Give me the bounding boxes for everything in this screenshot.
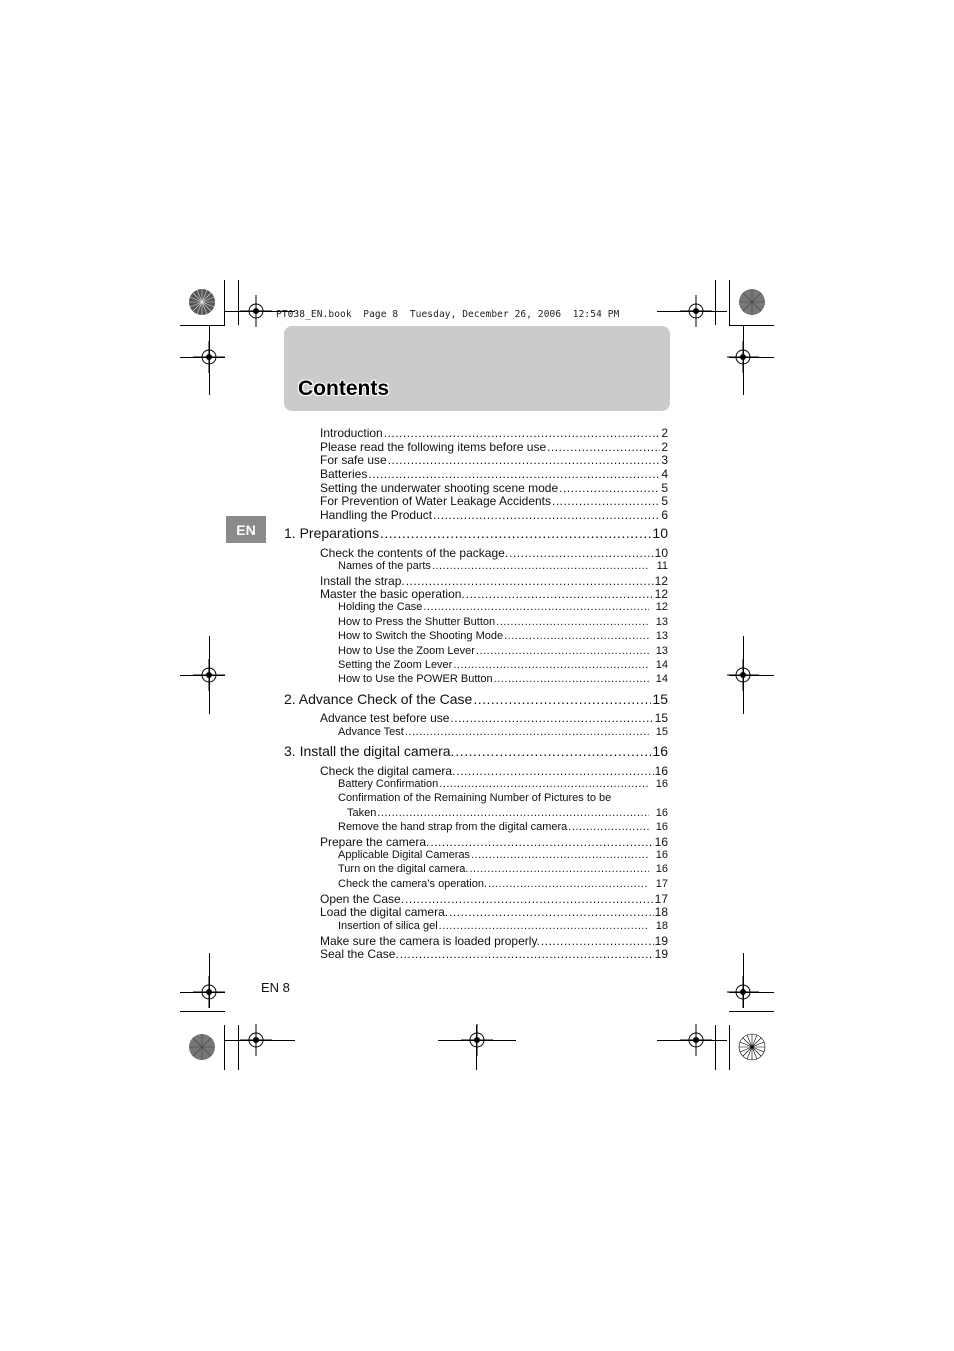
crop-mark bbox=[238, 1025, 239, 1070]
toc-entry[interactable]: Setting the underwater shooting scene mode ..... 5 bbox=[320, 481, 668, 495]
crop-mark bbox=[238, 280, 239, 325]
toc-entry[interactable]: For safe use ..... 3 bbox=[320, 453, 668, 467]
toc-entry[interactable]: Prepare the camera. ..... 16 bbox=[320, 835, 668, 849]
crop-mark bbox=[180, 1011, 225, 1012]
crop-mark bbox=[715, 280, 716, 325]
toc-subentry[interactable]: Setting the Zoom Lever ..... 14 bbox=[338, 658, 668, 672]
crop-mark bbox=[729, 992, 774, 993]
crop-mark bbox=[224, 280, 225, 325]
crop-mark bbox=[209, 636, 210, 714]
crop-mark bbox=[180, 992, 225, 993]
toc-entry[interactable]: Check the digital camera. ..... 16 bbox=[320, 764, 668, 778]
toc-entry[interactable]: For Prevention of Water Leakage Accidents ..... 5 bbox=[320, 494, 668, 508]
title-banner bbox=[284, 326, 670, 411]
toc-subentry[interactable]: Names of the parts ..... 11 bbox=[338, 559, 668, 573]
color-target-icon bbox=[738, 288, 766, 316]
crop-mark bbox=[729, 675, 774, 676]
crop-mark bbox=[729, 1011, 774, 1012]
toc-subentry-text[interactable]: Confirmation of the Remaining Number of Pictures to be bbox=[338, 792, 612, 804]
crop-mark bbox=[729, 280, 730, 325]
toc-subentry[interactable]: Applicable Digital Cameras ..... 16 bbox=[338, 848, 668, 862]
toc-subentry[interactable]: Advance Test ..... 15 bbox=[338, 725, 668, 739]
toc-subentry[interactable]: Holding the Case ..... 12 bbox=[338, 600, 668, 614]
toc-entry[interactable]: Make sure the camera is loaded properly. ..... 19 bbox=[320, 934, 668, 948]
toc-chapter[interactable]: 1. Preparations ..... 10 bbox=[284, 525, 668, 541]
toc-entry[interactable]: Load the digital camera. ..... 18 bbox=[320, 905, 668, 919]
toc-subentry[interactable]: Insertion of silica gel ..... 18 bbox=[338, 919, 668, 933]
toc-subentry[interactable]: How to Use the POWER Button ..... 14 bbox=[338, 672, 668, 686]
crop-mark bbox=[209, 325, 210, 395]
crop-mark bbox=[729, 1025, 730, 1070]
toc-subentry[interactable]: Check the camera’s operation. ..... 17 bbox=[338, 877, 668, 891]
crop-mark bbox=[224, 1025, 225, 1070]
language-tab: EN bbox=[226, 516, 266, 543]
toc-entry[interactable]: Please read the following items before use ..... 2 bbox=[320, 440, 668, 454]
page-title: Contents bbox=[298, 377, 389, 400]
crop-mark bbox=[743, 636, 744, 714]
toc-entry[interactable]: Master the basic operation. ..... 12 bbox=[320, 587, 668, 601]
toc-subentry[interactable]: Battery Confirmation ..... 16 bbox=[338, 777, 668, 791]
crop-mark bbox=[438, 1040, 516, 1041]
print-header: PT038_EN.book Page 8 Tuesday, December 26, 2006 12:54 PM bbox=[276, 309, 620, 320]
toc-subentry[interactable]: How to Use the Zoom Lever ..... 13 bbox=[338, 644, 668, 658]
crop-mark bbox=[180, 325, 225, 326]
crop-mark bbox=[209, 953, 210, 1008]
toc-entry[interactable]: Open the Case. ..... 17 bbox=[320, 892, 668, 906]
toc-subentry[interactable]: Turn on the digital camera. ..... 16 bbox=[338, 862, 668, 876]
crop-mark bbox=[180, 357, 225, 358]
toc-entry[interactable]: Install the strap. ..... 12 bbox=[320, 574, 668, 588]
toc-entry[interactable]: Advance test before use ..... 15 bbox=[320, 711, 668, 725]
crop-mark bbox=[729, 325, 774, 326]
toc-entry[interactable]: Seal the Case. ..... 19 bbox=[320, 947, 668, 961]
crop-mark bbox=[715, 1025, 716, 1070]
toc-subentry[interactable]: How to Press the Shutter Button ..... 13 bbox=[338, 615, 668, 629]
crop-mark bbox=[476, 1025, 477, 1070]
crop-mark bbox=[729, 357, 774, 358]
crop-mark bbox=[743, 325, 744, 395]
color-target-icon bbox=[738, 1033, 766, 1061]
color-target-icon bbox=[188, 1033, 216, 1061]
toc-subentry[interactable]: How to Switch the Shooting Mode ..... 13 bbox=[338, 629, 668, 643]
crop-mark bbox=[225, 1040, 295, 1041]
crop-mark bbox=[180, 675, 225, 676]
page-number: EN 8 bbox=[261, 980, 290, 995]
color-target-icon bbox=[188, 288, 216, 316]
crop-mark bbox=[743, 953, 744, 1008]
toc-entry[interactable]: Batteries ..... 4 bbox=[320, 467, 668, 481]
toc-entry[interactable]: Check the contents of the package. ..... 10 bbox=[320, 546, 668, 560]
toc-entry[interactable]: Introduction ..... 2 bbox=[320, 426, 668, 440]
toc-entry[interactable]: Handling the Product ..... 6 bbox=[320, 508, 668, 522]
toc-chapter[interactable]: 2. Advance Check of the Case ..... 15 bbox=[284, 691, 668, 707]
toc-chapter[interactable]: 3. Install the digital camera. ..... 16 bbox=[284, 743, 668, 759]
crop-mark bbox=[657, 311, 727, 312]
crop-mark bbox=[657, 1040, 727, 1041]
toc-subentry[interactable]: Taken ..... 16 bbox=[347, 806, 668, 820]
toc-subentry[interactable]: Remove the hand strap from the digital camera ..... 16 bbox=[338, 820, 668, 834]
